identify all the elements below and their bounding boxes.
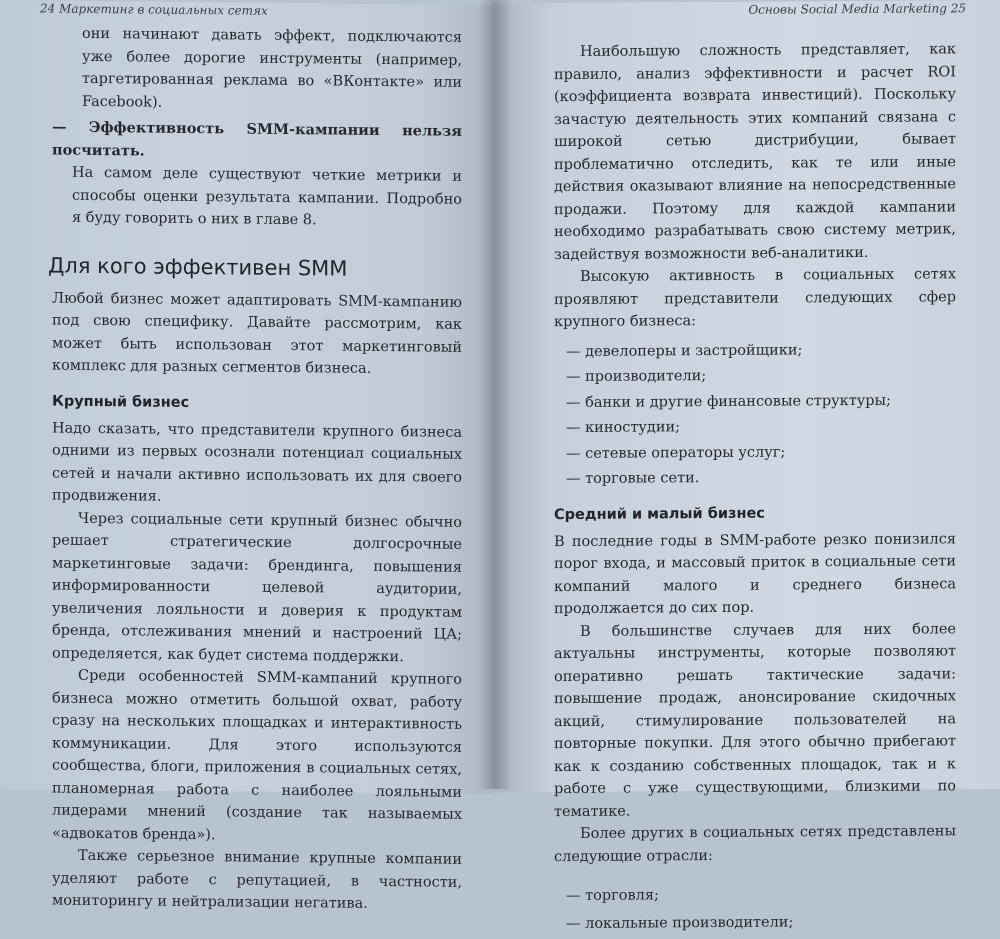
list-item: — банки и другие финансовые структуры; [566,388,956,416]
book-gutter-shadow [478,0,512,789]
subhead-large-business: Крупный бизнес [52,393,190,411]
subhead-small-business: Средний и малый бизнес [554,505,765,523]
section-title: Для кого эффективен SMM [48,253,348,281]
right-text-column [554,38,956,938]
left-page [0,0,492,912]
paragraph: В последние годы в SMM-работе резко понизился порог входа, и массовый приток в социальные сети компаний малого и среднего бизнеса продолжается до сих пор. [554,530,956,618]
list-item: — торговля; [566,879,956,910]
paragraph: В большинстве случаев для них более актуальны инструменты, которые позволяют оперативно решать тактические задачи: повышение продаж, анонсирование скидочных акций, стимулирование пользователей на повторные покупки. Для этого обычно прибегают как к созданию собственных площадок, так и к работе с уже существующими, близкими по тематике. [554,620,956,820]
left-text-column [48,23,462,917]
right-page [492,0,1000,932]
bullet-bold-text: Эффективность SMM-кампании нельзя посчитать. [52,118,462,160]
section-intro: Любой бизнес может адаптировать SMM-кампанию под свою специфику. Давайте рассмотрим, как может быть использован этот маркетинговый комплекс для разных сегментов бизнеса. [52,290,462,377]
list-item: — сетевые операторы услуг; [566,439,956,467]
paragraph: Среди особенностей SMM-кампаний крупного бизнеса можно отметить большой охват, работу сразу на нескольких площадках и интерактивность коммуникации. Для этого используются сообщества, блоги, приложения в социальных сетях, планомерная работа с наиболее лояльными лидерами мнений (создание так называемых «адвокатов бренда»). [52,667,462,843]
bullet-item: — Эффективность SMM-кампании нельзя посчитать. На самом деле существуют четкие метрики и способы оценки результата кампании. Подробно я буду говорить о них в главе 8. [52,117,462,234]
sector-list [554,337,956,493]
paragraph: Надо сказать, что представители крупного бизнеса одними из первых осознали потенциал социальных сетей и начали активно использовать их для своего продвижения. [52,420,462,505]
left-running-head: 24 Маркетинг в социальных сетях [40,1,268,18]
list-item: — локальные производители; [566,907,956,938]
bullet-body-text: На самом деле существуют четкие метрики и способы оценки результата кампании. Подробно я буду говорить о них в главе 8. [72,164,462,229]
right-running-head: Основы Social Media Marketing 25 [748,1,966,17]
list-item: — девелоперы и застройщики; [566,337,956,365]
paragraph: Через социальные сети крупный бизнес обычно решает стратегические долгосрочные маркетинговые задачи: брендинга, повышения информированности целевой аудитории, увеличения лояльности и доверия к продуктам бренда, отслеживания мнений и настроений ЦА; определяется, как будет система поддержки. [52,510,462,665]
paragraph: Также серьезное внимание крупные компании уделяют работе с репутацией, в частности, мониторингу и нейтрализации негатива. [52,847,462,912]
paragraph: Высокую активность в социальных сетях проявляют представители следующих сфер крупного бизнеса: [554,266,956,331]
continuation-paragraph: они начинают давать эффект, подключаются уже более дорогие инструменты (например, таргетированная реклама во «ВКонтакте» или Facebook). [82,25,462,111]
list-item: — киностудии; [566,413,956,441]
industry-list [554,879,956,938]
list-item: — торговые сети. [566,464,956,492]
paragraph: Наибольшую сложность представляет, как правило, анализ эффективности и расчет ROI (коэффициента возврата инвестиций). Поскольку зачастую деятельность этих компаний связана с широкой сетью дистрибуции, бывает проблематично отследить, как те или иные действия оказывают влияние на непосредственные продажи. Поэтому для каждой кампании необходимо разрабатывать свою систему метрик, задействуя возможности веб-аналитики. [554,41,956,263]
list-item: — производители; [566,362,956,390]
paragraph: Более других в социальных сетях представлены следующие отрасли: [554,823,956,865]
